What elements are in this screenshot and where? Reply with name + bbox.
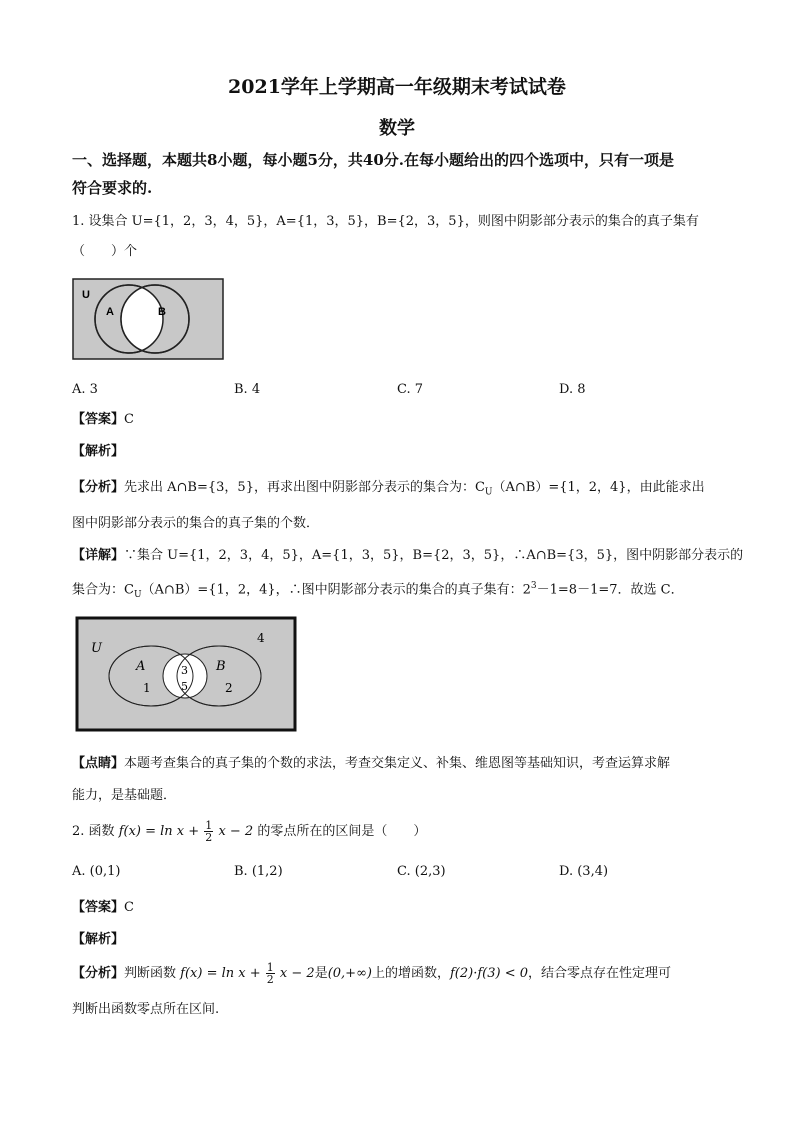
q2-option-b: B. (1,2) xyxy=(234,864,283,879)
q2-function-right: x − 2 xyxy=(218,824,254,839)
q1-option-c: C. 7 xyxy=(397,382,424,397)
q1-option-d: D. 8 xyxy=(559,382,586,397)
q1-venn-label-a: A xyxy=(106,306,114,318)
q1-venn-label-b: B xyxy=(158,306,166,318)
q1-xiangjie-line1: 【详解】∵集合 U={1，2，3，4，5}，A={1，3，5}，B={2，3，5}，∴A∩B={3，5}，图中阴影部分表示的 xyxy=(72,548,744,563)
venn2-label-3: 3 xyxy=(181,664,188,677)
section-heading-line2: 符合要求的. xyxy=(72,179,153,197)
venn2-label-4: 4 xyxy=(257,631,265,645)
venn2-label-5: 5 xyxy=(181,680,188,693)
q2-analysis-tag: 【解析】 xyxy=(72,932,125,947)
q1-dianjing-line1: 【点睛】本题考查集合的真子集的个数的求法，考查交集定义、补集、维恩图等基础知识，考查运算求解 xyxy=(72,756,671,771)
q2-option-d: D. (3,4) xyxy=(559,864,609,879)
q1-option-a: A. 3 xyxy=(72,382,98,397)
exam-title: 2021学年上学期高一年级期末考试试卷 xyxy=(228,76,566,98)
q1-dianjing-line2: 能力，是基础题． xyxy=(72,788,177,803)
q1-stem-line2: （ ）个 xyxy=(72,244,138,259)
subject-title: 数学 xyxy=(379,118,415,139)
q1-stem-line1: 1. 设集合 U={1，2，3，4，5}，A={1，3，5}，B={2，3，5}，则图中阴影部分表示的集合的真子集有 xyxy=(72,214,699,229)
q1-fenxi-line1: 【分析】先求出 A∩B={3，5}，再求出图中阴影部分表示的集合为：$C_U(A\cap B)=\{1$，2，4}，由此能求出 xyxy=(72,480,705,498)
venn2-label-u: U xyxy=(91,641,102,656)
q2-option-a: A. (0,1) xyxy=(72,864,121,879)
q1-analysis-tag: 【解析】 xyxy=(72,444,125,459)
q2-fenxi-line1: 【分析】判断函数 f(x) = ln x + $\frac{1}{2}$ x − 2是(0,+∞)上的增函数，f(2)·f(3) < 0，结合零点存在性定理可 xyxy=(72,961,672,986)
venn2-label-b: B xyxy=(216,659,226,674)
q2-fenxi-line2: 判断出函数零点所在区间. xyxy=(72,1002,220,1017)
q1-venn-diagram-solution xyxy=(75,616,297,732)
q1-answer-tag: 【答案】 xyxy=(72,412,125,427)
q1-answer-value: C xyxy=(124,412,134,427)
venn2-label-a: A xyxy=(136,659,146,674)
venn2-label-2: 2 xyxy=(225,681,233,695)
q1-venn-label-u: U xyxy=(82,289,90,301)
q2-answer: 【答案】C xyxy=(72,900,134,915)
venn2-label-1: 1 xyxy=(143,681,151,695)
q1-venn-diagram xyxy=(72,278,224,360)
q2-fraction: $\frac{1}{2}$ xyxy=(205,819,213,844)
q1-xiangjie-line2: 集合为：$C_U(A\cap B)=\{1$，2，4}，∴图中阴影部分表示的集合的真子集有：$2^3-1=8-1=7$．故选 C． xyxy=(72,581,684,600)
q2-stem: 2. 函数 f(x) = ln x + $\frac{1}{2}$ x − 2 的零点所在的区间是（ ） xyxy=(72,819,427,844)
q2-function-left: f(x) = ln x + xyxy=(118,824,200,839)
q1-answer xyxy=(72,410,732,430)
q1-fenxi-line2: 图中阴影部分表示的集合的真子集的个数． xyxy=(72,516,320,531)
section-heading-line1: 一、选择题，本题共8小题，每小题5分，共40分.在每小题给出的四个选项中，只有一项是 xyxy=(72,151,674,169)
q2-option-c: C. (2,3) xyxy=(397,864,446,879)
q1-option-b: B. 4 xyxy=(234,382,261,397)
